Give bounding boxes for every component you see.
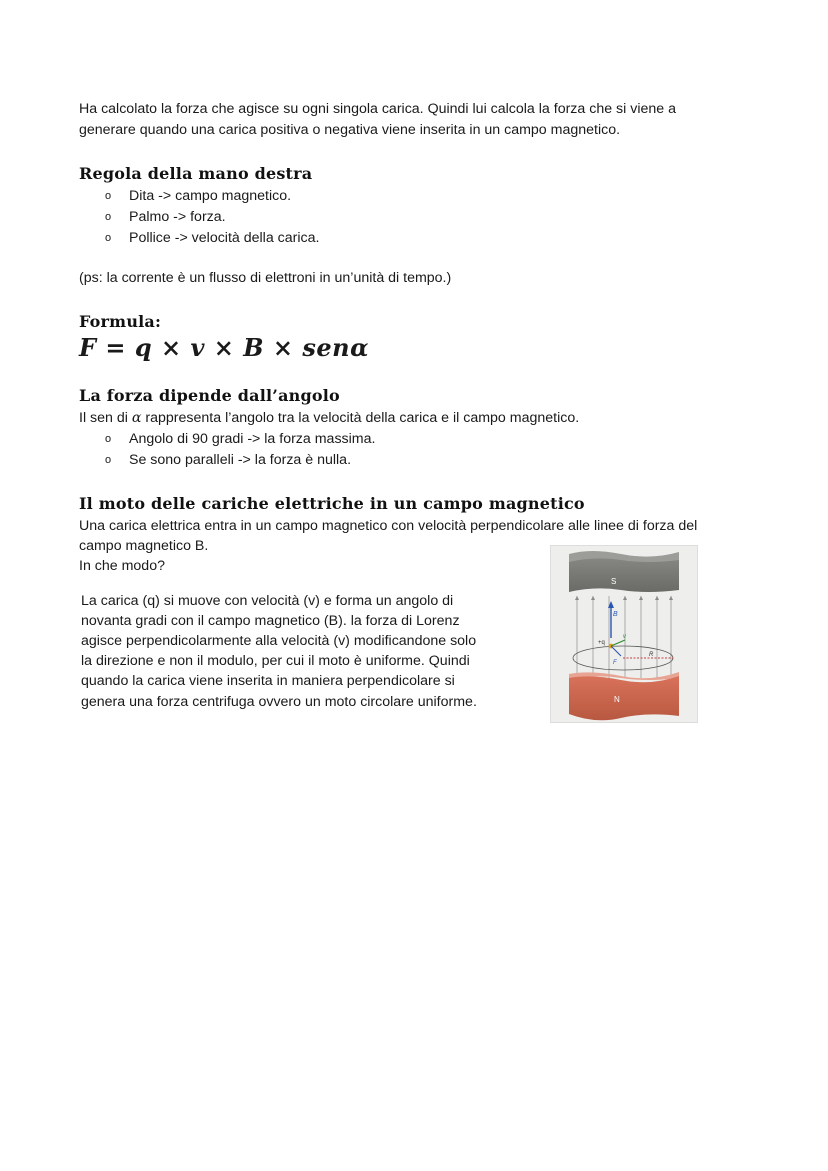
field-arrow-icon — [575, 596, 579, 600]
bullet-marker: o — [105, 232, 112, 244]
list-item — [105, 429, 375, 450]
south-pole-label: S — [611, 577, 617, 586]
alpha-symbol: α — [131, 410, 142, 426]
motion-paragraph-line: quando la carica viene inserita in maniera perpendicolare si — [81, 673, 455, 689]
field-arrowheads — [575, 596, 673, 600]
motion-paragraph-line: la direzione e non il modulo, per cui il moto è uniforme. Quindi — [81, 653, 470, 669]
list-item-text: Pollice -> velocità della carica. — [129, 230, 320, 246]
motion-line-2: campo magnetico B. — [79, 538, 209, 554]
f-vector — [611, 646, 621, 656]
field-arrow-icon — [591, 596, 595, 600]
bullet-marker: o — [105, 454, 112, 466]
field-arrow-icon — [623, 596, 627, 600]
field-arrow-icon — [655, 596, 659, 600]
angle-text-after: rappresenta l’angolo tra la velocità della carica e il campo magnetico. — [145, 410, 580, 426]
motion-paragraph-line: novanta gradi con il campo magnetico (B). la forza di Lorenz — [81, 613, 460, 629]
angle-text-before: Il sen di — [79, 410, 128, 426]
force-formula: F = q × v × B × senα — [79, 333, 370, 362]
motion-paragraph-line: genera una forza centrifuga ovvero un moto circolare uniforme. — [81, 694, 477, 710]
list-item-text: Se sono paralleli -> la forza è nulla. — [129, 452, 352, 468]
motion-line-1: Una carica elettrica entra in un campo magnetico con velocità perpendicolare alle linee di forza del — [79, 518, 698, 534]
list-item-text: Dita -> campo magnetico. — [129, 188, 292, 204]
intro-line-2: generare quando una carica positiva o negativa viene inserita in un campo magnetico. — [79, 122, 621, 138]
radius-label: R — [649, 652, 654, 658]
bullet-marker: o — [105, 211, 112, 223]
charge-label: +q — [598, 640, 605, 646]
bullet-marker: o — [105, 433, 112, 445]
angle-heading: La forza dipende dall’angolo — [79, 386, 340, 405]
v-vector — [611, 640, 625, 646]
intro-line-1: Ha calcolato la forza che agisce su ogni singola carica. Quindi lui calcola la forza che si viene a — [79, 101, 676, 117]
angle-description — [79, 408, 579, 428]
motion-paragraph-line: La carica (q) si muove con velocità (v) e forma un angolo di — [81, 593, 454, 609]
bullet-marker: o — [105, 190, 112, 202]
right-hand-rule-list — [105, 186, 319, 249]
formula-heading: Formula: — [79, 312, 162, 331]
right-hand-rule-heading: Regola della mano destra — [79, 164, 313, 183]
list-item-text: Palmo -> forza. — [129, 209, 226, 225]
v-label: v — [623, 634, 626, 640]
motion-paragraph-line: agisce perpendicolarmente alla velocità (v) modificandone solo — [81, 633, 477, 649]
magnet-diagram — [551, 546, 697, 722]
list-item — [105, 228, 319, 249]
motion-heading: Il moto delle cariche elettriche in un campo magnetico — [79, 494, 585, 513]
north-pole-label: N — [614, 695, 620, 704]
ps-note: (ps: la corrente è un flusso di elettroni in un’unità di tempo.) — [79, 270, 452, 286]
magnetic-field-figure — [550, 545, 698, 723]
field-arrow-icon — [669, 596, 673, 600]
list-item — [105, 186, 319, 207]
angle-list — [105, 429, 375, 471]
field-arrow-icon — [639, 596, 643, 600]
f-label: F — [613, 660, 617, 666]
list-item — [105, 450, 375, 471]
motion-line-3: In che modo? — [79, 558, 165, 574]
list-item-text: Angolo di 90 gradi -> la forza massima. — [129, 431, 376, 447]
b-label: B — [613, 611, 618, 618]
north-pole-magnet — [569, 676, 679, 720]
list-item — [105, 207, 319, 228]
